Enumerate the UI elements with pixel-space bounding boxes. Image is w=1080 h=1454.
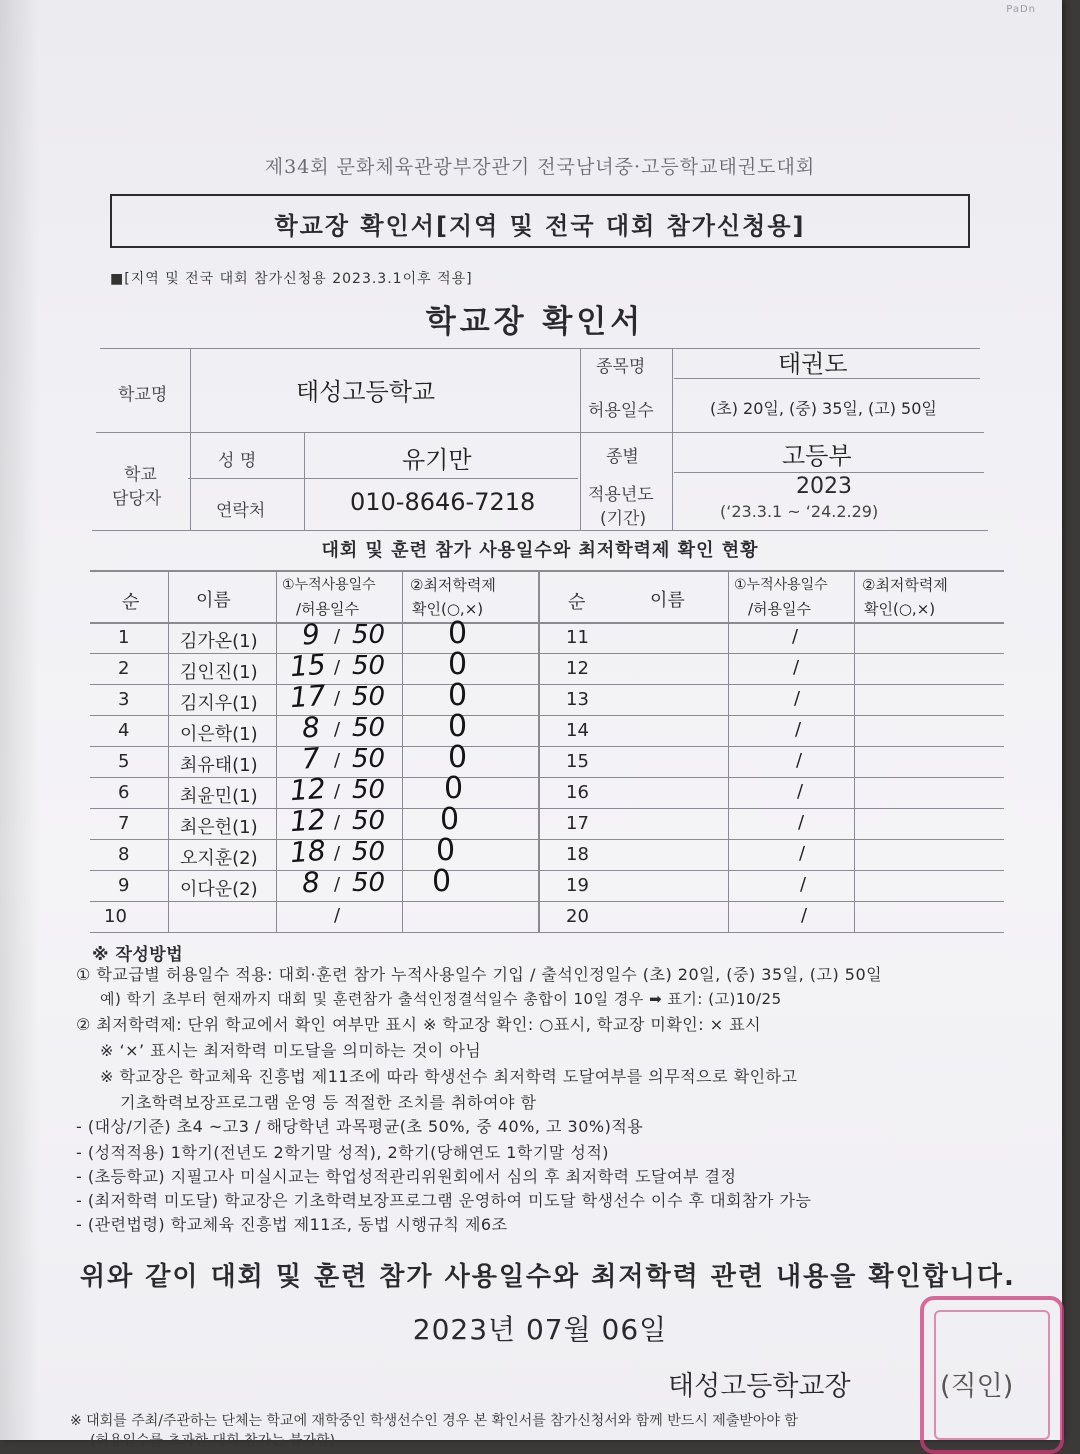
school-value: 태성고등학교	[296, 378, 436, 406]
days-slash: /	[792, 626, 799, 647]
days-slash: /	[796, 750, 803, 771]
info-vline	[190, 348, 191, 530]
literacy-check: 0	[440, 802, 460, 837]
days-slash: /	[334, 719, 341, 740]
instruction-line: - (대상/기준) 초4 ~고3 / 해당학년 과목평균(초 50%, 중 40%, 고 30%)적용	[76, 1117, 644, 1136]
row-number: 14	[566, 720, 589, 741]
days-slash: /	[795, 719, 802, 740]
row-number: 1	[118, 627, 130, 648]
allowed-days: 50	[352, 744, 386, 774]
student-name: 이은학(1)	[180, 724, 258, 745]
contact-value: 010-8646-7218	[350, 488, 536, 516]
footer-note: ※ 대회를 주최/주관하는 단체는 학교에 재학중인 학생선수인 경우 본 확인서를 참가신청서와 함께 반드시 제출받아야 함	[70, 1413, 798, 1429]
instruction-line: - (성적적용) 1학기(전년도 2학기말 성적), 2학기(당해연도 1학기말 성적)	[76, 1143, 610, 1162]
table-rule	[90, 746, 1004, 747]
header-check: 확인(○,×)	[412, 600, 484, 618]
info-rule	[100, 348, 980, 349]
student-name: 오지훈(2)	[180, 848, 258, 869]
info-rule	[188, 478, 578, 479]
name-value: 유기만	[402, 446, 472, 474]
literacy-check: 0	[444, 771, 464, 806]
row-number: 5	[118, 751, 130, 772]
table-vline	[168, 570, 169, 932]
row-number: 6	[118, 782, 130, 803]
year-label-2: (기간)	[600, 509, 647, 529]
page-shadow	[0, 0, 40, 1440]
days-slash: /	[334, 874, 341, 895]
days-slash: /	[334, 812, 341, 833]
literacy-check: 0	[448, 678, 468, 713]
days-slash: /	[793, 657, 800, 678]
row-number: 9	[118, 875, 130, 896]
used-days: 8	[300, 710, 321, 745]
row-number: 8	[118, 844, 130, 865]
instruction-line: - (관련법령) 학교체육 진흥법 제11조, 동법 시행규칙 제6조	[76, 1215, 508, 1234]
instructions-heading: ※ 작성방법	[92, 945, 184, 965]
manager-label-1: 학교	[124, 465, 157, 485]
footer-note-2: (허용일수를 초과한 대회 참가는 불가함)	[90, 1433, 336, 1449]
allowed-days: 50	[352, 868, 386, 898]
row-number: 18	[566, 844, 589, 865]
event-value: 태권도	[778, 350, 848, 378]
literacy-check: 0	[432, 864, 452, 899]
allowed-days: 50	[352, 651, 386, 681]
header-name: 이름	[650, 590, 685, 611]
days-slash: /	[799, 843, 806, 864]
table-rule	[90, 808, 1004, 809]
literacy-check: 0	[436, 833, 456, 868]
row-number: 12	[566, 658, 589, 679]
table-rule	[90, 570, 1004, 572]
division-value: 고등부	[782, 442, 852, 470]
row-number: 11	[566, 627, 589, 648]
days-slash: /	[801, 905, 808, 926]
instruction-line: 예) 학기 초부터 현재까지 대회 및 훈련참가 출석인정결석일수 총합이 10일 경우 ➡ 표기: (고)10/25	[100, 990, 782, 1008]
row-number: 2	[118, 658, 130, 679]
instruction-line: ② 최저학력제: 단위 학교에서 확인 여부만 표시 ※ 학교장 확인: ○표시, 학교장 미확인: × 표시	[76, 1015, 762, 1034]
header-check: ②최저학력제	[862, 576, 948, 594]
header-check: 확인(○,×)	[864, 600, 936, 618]
row-number: 19	[566, 875, 589, 896]
days-slash: /	[334, 781, 341, 802]
days-slash: /	[797, 781, 804, 802]
instruction-line: 기초학력보장프로그램 운영 등 적절한 조치를 취하여야 함	[120, 1093, 537, 1112]
used-days: 12	[288, 802, 327, 839]
student-name: 최유태(1)	[180, 755, 258, 776]
period-value: (‘23.3.1 ~ ‘24.2.29)	[720, 502, 879, 521]
allowed-days: 50	[352, 775, 386, 805]
days-slash: /	[794, 688, 801, 709]
instruction-line: - (최저학력 미도달) 학교장은 기초학력보장프로그램 운영하여 미도달 학생선수 이수 후 대회참가 가능	[76, 1191, 812, 1210]
year-label-1: 적용년도	[588, 485, 654, 505]
event-header: 제34회 문화체육관광부장관기 전국남녀중·고등학교태권도대회	[264, 156, 816, 178]
student-name: 김지우(1)	[180, 693, 258, 714]
principal-name: 태성고등학교장	[668, 1371, 851, 1402]
table-vline	[276, 570, 277, 932]
student-name: 김인진(1)	[180, 662, 258, 683]
row-number: 4	[118, 720, 130, 741]
allowed-days: 50	[352, 620, 386, 650]
days-slash: /	[334, 688, 341, 709]
instruction-line: ① 학교급별 허용일수 적용: 대회·훈련 참가 누적사용일수 기입 / 출석인정일수 (초) 20일, (중) 35일, (고) 50일	[76, 965, 883, 984]
literacy-check: 0	[448, 616, 468, 651]
issue-date: 2023년 07월 06일	[412, 1313, 668, 1346]
student-name: 이다운(2)	[180, 879, 258, 900]
header-days: ①누적사용일수	[282, 577, 376, 593]
allowed-days: 50	[352, 837, 386, 867]
allowed-days: 50	[352, 682, 386, 712]
header-days: ①누적사용일수	[734, 577, 828, 593]
header-name: 이름	[196, 590, 231, 611]
instruction-line: ※ 학교장은 학교체육 진흥법 제11조에 따라 학생선수 최저학력 도달여부를 의무적으로 확인하고	[100, 1067, 798, 1086]
table-vline	[402, 570, 403, 932]
days-slash: /	[798, 812, 805, 833]
name-label: 성 명	[218, 451, 257, 471]
contact-label: 연락처	[216, 501, 266, 521]
year-value: 2023	[796, 474, 852, 499]
table-rule	[90, 932, 1004, 933]
header-no: 순	[568, 592, 586, 613]
row-number: 3	[118, 689, 130, 710]
used-days: 12	[288, 771, 327, 808]
literacy-check: 0	[448, 647, 468, 682]
row-number: 20	[566, 906, 589, 927]
row-number: 10	[104, 906, 127, 927]
days-slash: /	[334, 657, 341, 678]
allowed-days: 50	[352, 713, 386, 743]
literacy-check: 0	[448, 709, 468, 744]
header-days: /허용일수	[748, 600, 812, 618]
table-vline	[854, 570, 855, 932]
info-rule	[96, 432, 984, 433]
row-number: 7	[118, 813, 130, 834]
used-days: 8	[300, 865, 321, 900]
event-label: 종목명	[596, 357, 646, 377]
allowed-value: (초) 20일, (중) 35일, (고) 50일	[710, 399, 937, 418]
row-number: 15	[566, 751, 589, 772]
student-name: 김가온(1)	[180, 631, 258, 652]
info-vline	[580, 348, 581, 530]
table-rule	[90, 622, 1004, 624]
manager-label-2: 담당자	[112, 489, 162, 509]
section-title: 대회 및 훈련 참가 사용일수와 최저학력제 확인 현황	[321, 540, 759, 561]
header-days: /허용일수	[296, 600, 360, 618]
days-slash: /	[334, 626, 341, 647]
division-label: 종별	[606, 447, 639, 467]
days-slash: /	[334, 843, 341, 864]
used-days: 17	[288, 678, 327, 715]
table-rule	[90, 870, 1004, 871]
table-rule	[90, 684, 1004, 685]
table-vline	[728, 570, 729, 932]
corner-tag: PaDn	[1006, 4, 1036, 15]
table-rule	[90, 901, 1004, 902]
title-box-text: 학교장 확인서[지역 및 전국 대회 참가신청용]	[274, 212, 806, 240]
header-check: ②최저학력제	[410, 576, 496, 594]
school-label: 학교명	[118, 385, 168, 405]
table-rule	[90, 653, 1004, 654]
used-days: 18	[288, 833, 327, 870]
title-box	[110, 194, 970, 248]
allowed-days: 50	[352, 806, 386, 836]
info-rule	[674, 472, 984, 473]
table-rule	[90, 839, 1004, 840]
used-days: 9	[300, 617, 321, 652]
row-number: 17	[566, 813, 589, 834]
days-slash: /	[334, 905, 341, 926]
instruction-line: - (초등학교) 지필고사 미실시교는 학업성적관리위원회에서 심의 후 최저학력 도달여부 결정	[76, 1167, 737, 1186]
student-name: 최윤민(1)	[180, 786, 258, 807]
instruction-line: ※ ‘×’ 표시는 최저학력 미도달을 의미하는 것이 아님	[100, 1041, 482, 1060]
row-number: 13	[566, 689, 589, 710]
header-no: 순	[122, 592, 140, 613]
seal-mark: (직인)	[940, 1371, 1014, 1402]
table-rule	[90, 777, 1004, 778]
days-slash: /	[800, 874, 807, 895]
literacy-check: 0	[448, 740, 468, 775]
confirm-statement: 위와 같이 대회 및 훈련 참가 사용일수와 최저학력 관련 내용을 확인합니다.	[80, 1262, 1016, 1292]
info-vline	[304, 432, 305, 530]
student-name: 최은헌(1)	[180, 817, 258, 838]
info-rule	[92, 530, 988, 531]
table-rule	[90, 715, 1004, 716]
table-vline	[538, 570, 540, 932]
used-days: 15	[288, 647, 327, 684]
info-vline	[672, 348, 673, 530]
page-title: 학교장 확인서	[425, 304, 645, 340]
used-days: 7	[300, 741, 321, 776]
row-number: 16	[566, 782, 589, 803]
application-note: ■[지역 및 전국 대회 참가신청용 2023.3.1이후 적용]	[110, 271, 473, 287]
allowed-label: 허용일수	[588, 401, 654, 421]
days-slash: /	[334, 750, 341, 771]
